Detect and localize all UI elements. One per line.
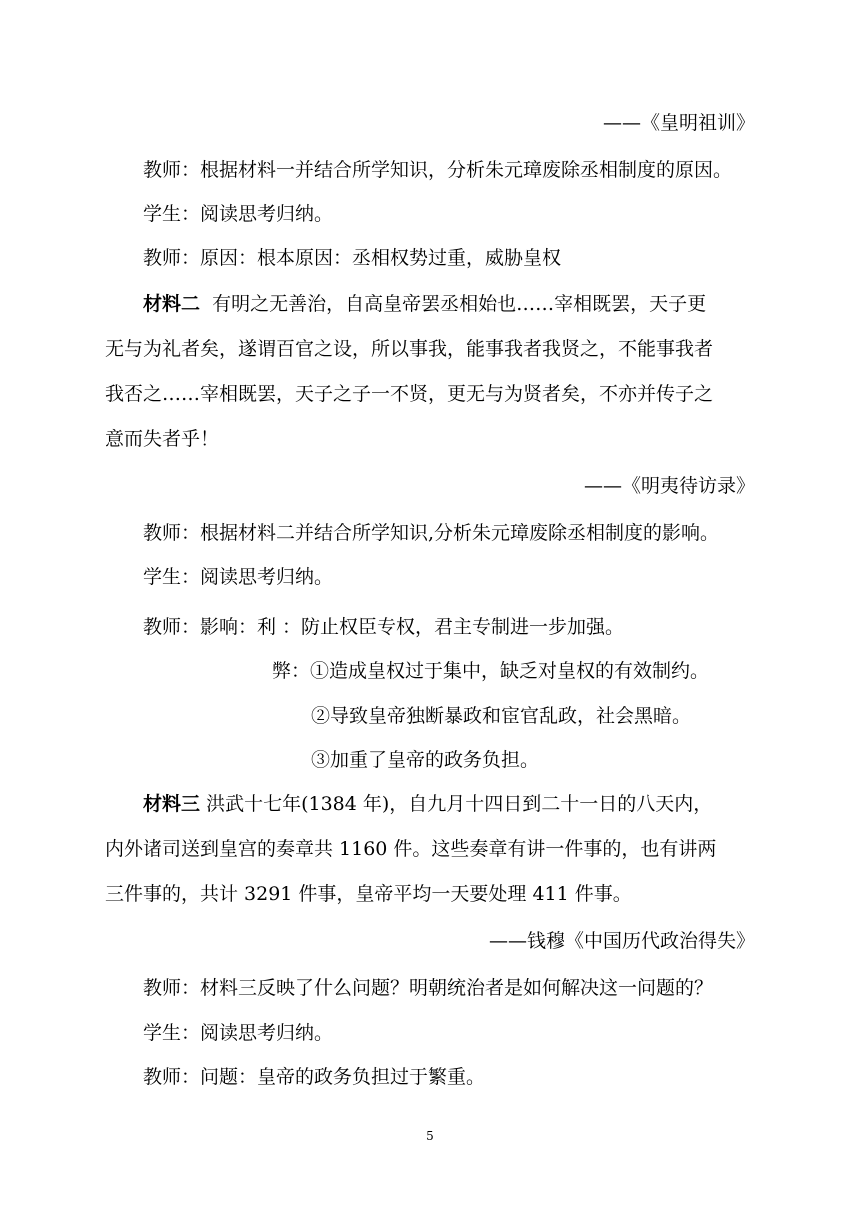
- material-2-line-3: 我否之……宰相既罢，天子之子一不贤，更无与为贤者矣，不亦并传子之: [105, 383, 714, 405]
- teacher-question-3: 教师：材料三反映了什么问题？明朝统治者是如何解决这一问题的？: [143, 977, 714, 999]
- material-3-line-3: 三件事的，共计 3291 件事，皇帝平均一天要处理 411 件事。: [105, 883, 632, 905]
- page-number: 5: [426, 1129, 434, 1143]
- material-3-text-1: 洪武十七年(1384 年)，自九月十四日到二十一日的八天内，: [206, 793, 713, 815]
- disadvantage-1: 弊：①造成皇权过于集中，缺乏对皇权的有效制约。: [272, 660, 710, 682]
- teacher-answer-1: 教师：原因：根本原因：丞相权势过重，威胁皇权: [143, 247, 562, 269]
- disadvantage-2: ②导致皇帝独断暴政和宦官乱政，社会黑暗。: [311, 705, 692, 727]
- source-qian-mu: ——钱穆《中国历代政治得失》: [488, 930, 755, 952]
- source-mingyi-daifanglu: ——《明夷待访录》: [583, 475, 755, 497]
- teacher-answer-2: 教师：影响：利 ：防止权臣专权，君主专制进一步加强。: [143, 616, 625, 638]
- student-response-1: 学生：阅读思考归纳。: [143, 203, 334, 225]
- material-2-text-1: 有明之无善治，自高皇帝罢丞相始也……宰相既罢，天子更: [212, 293, 707, 315]
- student-response-3: 学生：阅读思考归纳。: [143, 1022, 334, 1044]
- material-2-line-1: [143, 291, 706, 317]
- teacher-question-2: 教师：根据材料二并结合所学知识,分析朱元璋废除丞相制度的影响。: [143, 522, 720, 544]
- material-3-label: 材料三: [143, 793, 201, 815]
- disadvantage-3: ③加重了皇帝的政务负担。: [311, 749, 540, 771]
- material-2-line-2: 无与为礼者矣，遂谓百官之设，所以事我，能事我者我贤之，不能事我者: [105, 338, 714, 360]
- material-2-line-4: 意而失者乎！: [105, 428, 220, 450]
- material-3-line-2: 内外诸司送到皇宫的奏章共 1160 件。这些奏章有讲一件事的，也有讲两: [105, 838, 717, 860]
- teacher-question-1: 教师：根据材料一并结合所学知识，分析朱元璋废除丞相制度的原因。: [143, 159, 733, 181]
- source-huangming-zuxun: ——《皇明祖训》: [602, 112, 755, 134]
- teacher-answer-3: 教师：问题：皇帝的政务负担过于繁重。: [143, 1066, 486, 1088]
- material-2-label: 材料二: [143, 293, 201, 315]
- student-response-2: 学生：阅读思考归纳。: [143, 566, 334, 588]
- material-3-line-1: [143, 791, 712, 817]
